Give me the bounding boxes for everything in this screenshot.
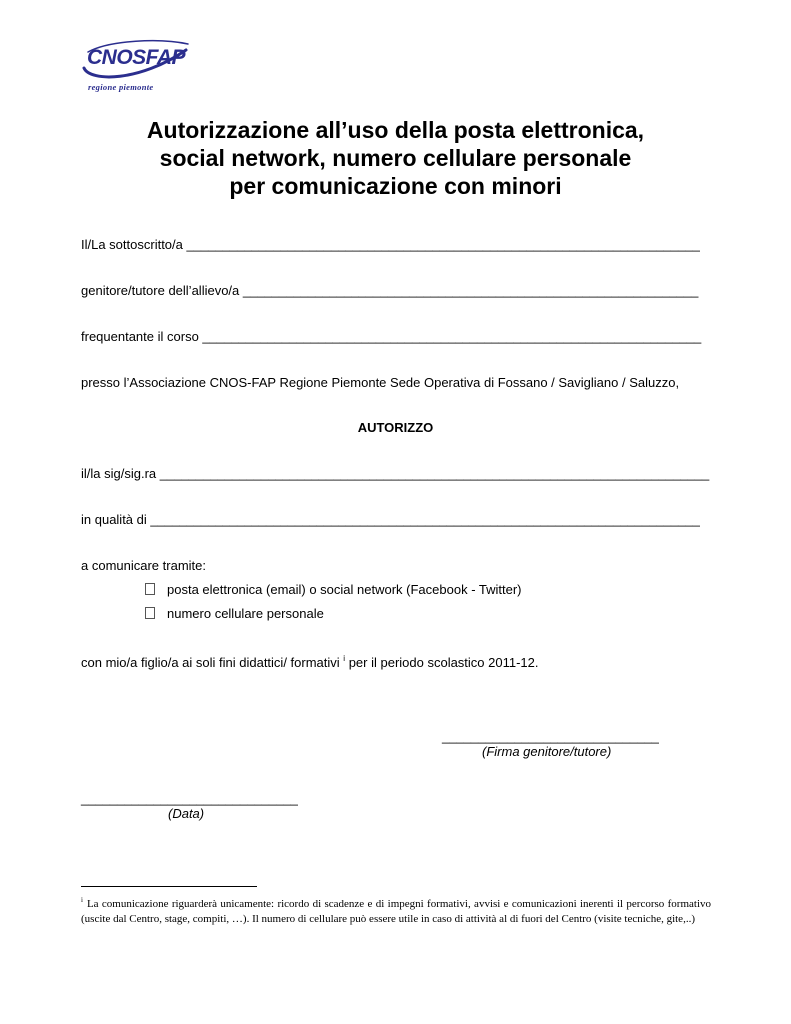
- email-checkbox-icon[interactable]: [145, 583, 155, 595]
- cellulare-checkbox-icon[interactable]: [145, 607, 155, 619]
- finalita-text: [81, 654, 539, 670]
- data-label: (Data): [168, 806, 205, 821]
- footnote: [81, 893, 711, 926]
- document-title: [0, 116, 791, 200]
- option-email[interactable]: [145, 582, 522, 597]
- title-line-1: Autorizzazione all’uso della posta elettronica,: [146, 117, 645, 143]
- title-line-2: social network, numero cellulare personale: [159, 145, 632, 171]
- sottoscritto-field[interactable]: Il/La sottoscritto/a _______________________________________________________________________: [81, 237, 700, 252]
- logo-text: CNOSFAP: [87, 46, 186, 69]
- footnote-divider: [81, 886, 257, 887]
- comunicare-intro: a comunicare tramite:: [81, 558, 206, 573]
- title-line-3: per comunicazione con minori: [229, 173, 562, 199]
- firma-label: (Firma genitore/tutore): [482, 744, 612, 759]
- autorizzo-heading: AUTORIZZO: [357, 420, 434, 435]
- cnosfap-logo: [80, 38, 192, 96]
- option-cellulare[interactable]: [145, 606, 324, 621]
- footnote-text: La comunicazione riguarderà unicamente: ricordo di scadenze e di impegni formativi, avvisi e comunicazioni inerenti il percorso formativo (uscite dal Centro, stage, compiti, …). Il numero di cellulare può essere utile in caso di attività al di fuori del Centro (visite tecniche, gite,..): [81, 898, 711, 925]
- logo-tagline: regione piemonte: [88, 82, 154, 92]
- data-line[interactable]: ______________________________: [81, 791, 298, 806]
- footnote-ref[interactable]: i: [343, 654, 346, 663]
- qualita-field[interactable]: in qualità di ____________________________________________________________________________: [81, 512, 700, 527]
- finalita-before: con mio/a figlio/a ai soli fini didattici/ formativi: [81, 655, 340, 670]
- presso-text: presso l’Associazione CNOS-FAP Regione Piemonte Sede Operativa di Fossano / Savigliano / Saluzzo,: [81, 375, 680, 390]
- footnote-mark: i: [81, 896, 83, 904]
- option-email-label: posta elettronica (email) o social network (Facebook - Twitter): [167, 582, 522, 597]
- option-cellulare-label: numero cellulare personale: [167, 606, 324, 621]
- sig-field[interactable]: il/la sig/sig.ra ____________________________________________________________________________: [81, 466, 710, 481]
- corso-field[interactable]: frequentante il corso _____________________________________________________________________: [81, 329, 702, 344]
- finalita-after: per il periodo scolastico 2011-12.: [345, 655, 539, 670]
- genitore-field[interactable]: genitore/tutore dell’allievo/a _______________________________________________________________: [81, 283, 699, 298]
- firma-line[interactable]: ______________________________: [442, 729, 659, 744]
